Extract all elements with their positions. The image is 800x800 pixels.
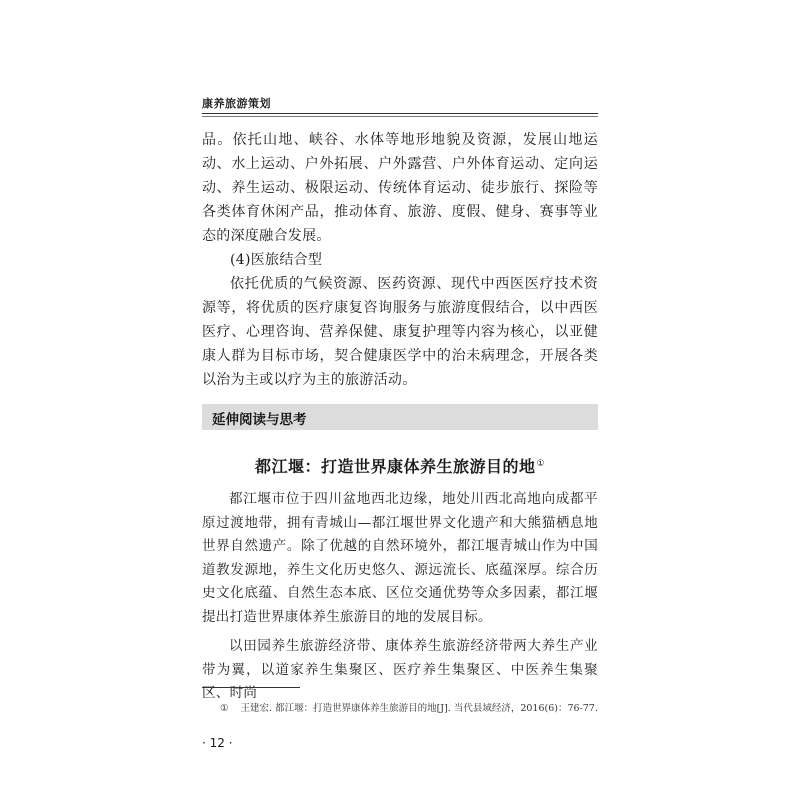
article-paragraph-1: 都江堰市位于四川盆地西北边缘，地处川西北高地向成都平原过渡地带，拥有青城山—都江堰世界文化遗产和大熊猫栖息地世界自然遗产。除了优越的自然环境外，都江堰青城山作为中国道教发源地，养生文化历史悠久、源远流长、底蕴深厚。综合历史文化底蕴、自然生态本底、区位交通优势等众多因素，都江堰提出打造世界康体养生旅游目的地的发展目标。 — [202, 491, 598, 625]
extended-reading-box — [202, 404, 598, 430]
paragraph-medical-tourism: 依托优质的气候资源、医药资源、现代中西医医疗技术资源等，将优质的医疗康复咨询服务与旅游度假结合，以中西医医疗、心理咨询、营养保健、康复护理等内容为核心，以亚健康人群为目标市场，契合健康医学中的治未病理念，开展各类以治为主或以疗为主的旅游活动。 — [202, 276, 598, 388]
extended-reading-label: 延伸阅读与思考 — [212, 412, 307, 428]
article-title-text: 都江堰：打造世界康体养生旅游目的地 — [254, 457, 536, 476]
article-title — [202, 454, 598, 477]
footnote — [220, 700, 600, 714]
footnote-rule — [202, 687, 300, 688]
footnote-text: 王建宏. 都江堰：打造世界康体养生旅游目的地[J]. 当代县域经济，2016(6)：76-77. — [240, 703, 598, 714]
running-head: 康养旅游策划 — [202, 97, 271, 110]
header-rule — [202, 113, 598, 114]
subheading-medical-tourism: (4)医旅结合型 — [230, 252, 323, 268]
footnote-marker: ① — [220, 703, 229, 714]
footnote-reference[interactable]: ① — [536, 458, 546, 469]
article-paragraph-2: 以田园养生旅游经济带、康体养生旅游经济带两大养生产业带为翼，以道家养生集聚区、医疗养生集聚区、中医养生集聚区、时尚 — [202, 638, 598, 701]
paragraph-continued: 品。依托山地、峡谷、水体等地形地貌及资源，发展山地运动、水上运动、户外拓展、户外露营、户外体育运动、定向运动、养生运动、极限运动、传统体育运动、徒步旅行、探险等各类体育休闲产品，推动体育、旅游、度假、健身、赛事等业态的深度融合发展。 — [202, 132, 598, 244]
page-number: · 12 · — [202, 736, 233, 750]
section-1 — [202, 128, 598, 392]
article-body — [202, 488, 598, 706]
